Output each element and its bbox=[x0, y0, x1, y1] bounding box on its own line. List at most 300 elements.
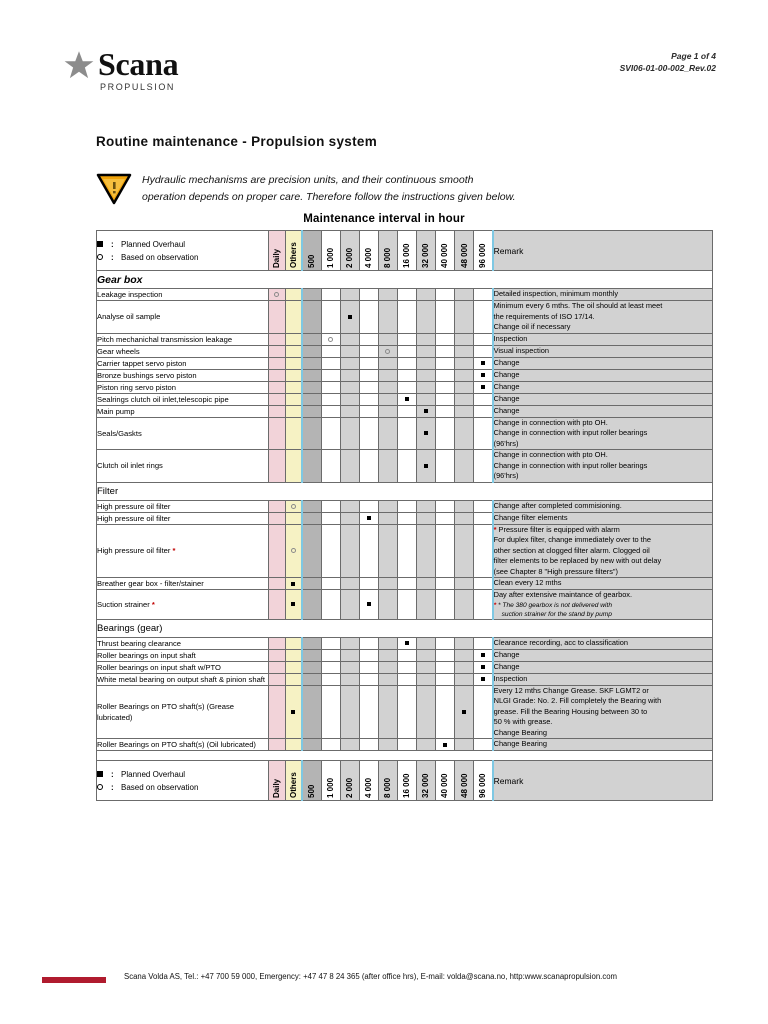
interval-cell-32000[interactable] bbox=[416, 301, 435, 334]
interval-cell-2000[interactable] bbox=[340, 417, 359, 450]
interval-cell-16000[interactable] bbox=[397, 649, 416, 661]
interval-cell-32000[interactable] bbox=[416, 369, 435, 381]
interval-cell-1000[interactable] bbox=[321, 590, 340, 620]
interval-cell-1000[interactable] bbox=[321, 450, 340, 483]
interval-cell-40000[interactable] bbox=[435, 405, 454, 417]
interval-cell-8000[interactable] bbox=[378, 289, 397, 301]
interval-cell-1000[interactable] bbox=[321, 405, 340, 417]
interval-cell-Others[interactable] bbox=[285, 637, 302, 649]
legend-separator: : bbox=[111, 252, 114, 262]
interval-cell-32000[interactable] bbox=[416, 512, 435, 524]
interval-cell-48000[interactable] bbox=[455, 450, 474, 483]
interval-cell-Daily[interactable] bbox=[268, 357, 285, 369]
page-title: Routine maintenance - Propulsion system bbox=[96, 134, 378, 149]
interval-cell-500[interactable] bbox=[302, 345, 321, 357]
interval-header-Daily bbox=[268, 761, 285, 801]
interval-cell-4000[interactable] bbox=[359, 739, 378, 751]
interval-cell-32000[interactable] bbox=[416, 649, 435, 661]
interval-cell-32000[interactable] bbox=[416, 661, 435, 673]
interval-cell-48000[interactable] bbox=[455, 289, 474, 301]
interval-cell-96000[interactable] bbox=[474, 381, 493, 393]
interval-cell-4000[interactable] bbox=[359, 405, 378, 417]
interval-cell-16000[interactable] bbox=[397, 357, 416, 369]
interval-cell-48000[interactable] bbox=[455, 578, 474, 590]
interval-cell-500[interactable] bbox=[302, 417, 321, 450]
interval-cell-1000[interactable] bbox=[321, 637, 340, 649]
table-row bbox=[97, 512, 713, 524]
interval-cell-40000[interactable] bbox=[435, 369, 454, 381]
interval-cell-500[interactable] bbox=[302, 369, 321, 381]
interval-cell-40000[interactable] bbox=[435, 685, 454, 739]
interval-cell-Others[interactable] bbox=[285, 417, 302, 450]
interval-cell-48000[interactable] bbox=[455, 590, 474, 620]
interval-cell-Others[interactable] bbox=[285, 661, 302, 673]
interval-cell-Others[interactable] bbox=[285, 333, 302, 345]
interval-cell-96000[interactable] bbox=[474, 345, 493, 357]
interval-cell-32000[interactable] bbox=[416, 417, 435, 450]
interval-cell-Others[interactable] bbox=[285, 685, 302, 739]
interval-cell-16000[interactable] bbox=[397, 345, 416, 357]
warning-text bbox=[142, 172, 516, 206]
interval-cell-2000[interactable] bbox=[340, 637, 359, 649]
interval-cell-2000[interactable] bbox=[340, 661, 359, 673]
interval-cell-8000[interactable] bbox=[378, 661, 397, 673]
interval-cell-48000[interactable] bbox=[455, 661, 474, 673]
interval-cell-96000[interactable] bbox=[474, 500, 493, 512]
interval-cell-8000[interactable] bbox=[378, 381, 397, 393]
task-name-cell: Roller Bearings on PTO shaft(s) (Grease lubricated) bbox=[97, 685, 269, 739]
interval-cell-2000[interactable] bbox=[340, 405, 359, 417]
interval-cell-500[interactable] bbox=[302, 405, 321, 417]
interval-cell-48000[interactable] bbox=[455, 524, 474, 578]
interval-cell-Daily[interactable] bbox=[268, 405, 285, 417]
table-header-row-bottom bbox=[97, 761, 713, 801]
interval-cell-96000[interactable] bbox=[474, 417, 493, 450]
interval-cell-32000[interactable] bbox=[416, 345, 435, 357]
interval-cell-2000[interactable] bbox=[340, 578, 359, 590]
interval-cell-8000[interactable] bbox=[378, 369, 397, 381]
interval-cell-4000[interactable] bbox=[359, 450, 378, 483]
interval-cell-2000[interactable] bbox=[340, 649, 359, 661]
interval-cell-4000[interactable] bbox=[359, 512, 378, 524]
interval-cell-8000[interactable] bbox=[378, 512, 397, 524]
interval-cell-Others[interactable] bbox=[285, 289, 302, 301]
interval-cell-48000[interactable] bbox=[455, 649, 474, 661]
interval-cell-500[interactable] bbox=[302, 450, 321, 483]
interval-cell-500[interactable] bbox=[302, 289, 321, 301]
interval-cell-16000[interactable] bbox=[397, 500, 416, 512]
interval-cell-96000[interactable] bbox=[474, 590, 493, 620]
interval-cell-32000[interactable] bbox=[416, 673, 435, 685]
interval-cell-2000[interactable] bbox=[340, 590, 359, 620]
interval-cell-8000[interactable] bbox=[378, 739, 397, 751]
interval-cell-40000[interactable] bbox=[435, 578, 454, 590]
interval-cell-16000[interactable] bbox=[397, 417, 416, 450]
interval-cell-2000[interactable] bbox=[340, 450, 359, 483]
interval-cell-Others[interactable] bbox=[285, 524, 302, 578]
interval-cell-40000[interactable] bbox=[435, 673, 454, 685]
remark-line: For duplex filter, change immediately over to the bbox=[493, 535, 651, 544]
interval-cell-8000[interactable] bbox=[378, 685, 397, 739]
table-row bbox=[97, 289, 713, 301]
interval-cell-40000[interactable] bbox=[435, 381, 454, 393]
interval-cell-2000[interactable] bbox=[340, 739, 359, 751]
interval-cell-4000[interactable] bbox=[359, 357, 378, 369]
interval-cell-4000[interactable] bbox=[359, 393, 378, 405]
interval-cell-32000[interactable] bbox=[416, 393, 435, 405]
interval-cell-2000[interactable] bbox=[340, 500, 359, 512]
interval-cell-Others[interactable] bbox=[285, 393, 302, 405]
interval-cell-Others[interactable] bbox=[285, 357, 302, 369]
remark-line: other section at clogged filter alarm. Clogged oil bbox=[493, 545, 650, 555]
interval-cell-48000[interactable] bbox=[455, 393, 474, 405]
interval-cell-8000[interactable] bbox=[378, 417, 397, 450]
interval-header-1000 bbox=[321, 231, 340, 271]
interval-cell-Daily[interactable] bbox=[268, 524, 285, 578]
interval-cell-96000[interactable] bbox=[474, 333, 493, 345]
interval-cell-2000[interactable] bbox=[340, 673, 359, 685]
interval-cell-8000[interactable] bbox=[378, 524, 397, 578]
interval-cell-Daily[interactable] bbox=[268, 289, 285, 301]
interval-cell-16000[interactable] bbox=[397, 512, 416, 524]
interval-cell-48000[interactable] bbox=[455, 345, 474, 357]
interval-cell-Others[interactable] bbox=[285, 450, 302, 483]
interval-cell-8000[interactable] bbox=[378, 673, 397, 685]
interval-cell-Others[interactable] bbox=[285, 590, 302, 620]
interval-cell-Daily[interactable] bbox=[268, 661, 285, 673]
interval-cell-96000[interactable] bbox=[474, 578, 493, 590]
interval-cell-32000[interactable] bbox=[416, 637, 435, 649]
interval-cell-8000[interactable] bbox=[378, 649, 397, 661]
interval-cell-Others[interactable] bbox=[285, 578, 302, 590]
interval-cell-4000[interactable] bbox=[359, 301, 378, 334]
interval-cell-8000[interactable] bbox=[378, 333, 397, 345]
interval-cell-32000[interactable] bbox=[416, 381, 435, 393]
interval-cell-4000[interactable] bbox=[359, 381, 378, 393]
interval-cell-8000[interactable] bbox=[378, 393, 397, 405]
interval-cell-Others[interactable] bbox=[285, 512, 302, 524]
interval-cell-4000[interactable] bbox=[359, 637, 378, 649]
interval-cell-48000[interactable] bbox=[455, 381, 474, 393]
interval-cell-500[interactable] bbox=[302, 661, 321, 673]
interval-cell-Others[interactable] bbox=[285, 500, 302, 512]
interval-cell-Others[interactable] bbox=[285, 405, 302, 417]
interval-cell-Daily[interactable] bbox=[268, 345, 285, 357]
interval-cell-96000[interactable] bbox=[474, 357, 493, 369]
interval-cell-96000[interactable] bbox=[474, 685, 493, 739]
remark-cell bbox=[493, 301, 713, 334]
interval-cell-32000[interactable] bbox=[416, 685, 435, 739]
interval-header-500 bbox=[302, 761, 321, 801]
interval-cell-1000[interactable] bbox=[321, 673, 340, 685]
remark-line: Day after extensive maintance of gearbox. bbox=[493, 590, 633, 599]
interval-cell-4000[interactable] bbox=[359, 649, 378, 661]
interval-cell-8000[interactable] bbox=[378, 590, 397, 620]
interval-cell-2000[interactable] bbox=[340, 524, 359, 578]
interval-cell-32000[interactable] bbox=[416, 578, 435, 590]
interval-cell-96000[interactable] bbox=[474, 450, 493, 483]
interval-cell-500[interactable] bbox=[302, 524, 321, 578]
interval-cell-Daily[interactable] bbox=[268, 637, 285, 649]
interval-cell-4000[interactable] bbox=[359, 661, 378, 673]
interval-cell-500[interactable] bbox=[302, 673, 321, 685]
interval-cell-8000[interactable] bbox=[378, 578, 397, 590]
asterisk-marker: * bbox=[151, 599, 155, 609]
interval-cell-16000[interactable] bbox=[397, 369, 416, 381]
remark-line: (96'hrs) bbox=[493, 471, 519, 480]
interval-cell-40000[interactable] bbox=[435, 357, 454, 369]
interval-cell-32000[interactable] bbox=[416, 450, 435, 483]
interval-cell-16000[interactable] bbox=[397, 381, 416, 393]
interval-cell-16000[interactable] bbox=[397, 673, 416, 685]
interval-cell-32000[interactable] bbox=[416, 357, 435, 369]
interval-cell-48000[interactable] bbox=[455, 301, 474, 334]
interval-cell-16000[interactable] bbox=[397, 578, 416, 590]
remark-line: Inspection bbox=[493, 673, 528, 683]
interval-cell-4000[interactable] bbox=[359, 369, 378, 381]
table-row bbox=[97, 333, 713, 345]
interval-cell-1000[interactable] bbox=[321, 512, 340, 524]
interval-cell-4000[interactable] bbox=[359, 500, 378, 512]
remark-cell bbox=[493, 685, 713, 739]
interval-cell-96000[interactable] bbox=[474, 661, 493, 673]
interval-cell-500[interactable] bbox=[302, 301, 321, 334]
interval-cell-Daily[interactable] bbox=[268, 301, 285, 334]
interval-cell-4000[interactable] bbox=[359, 345, 378, 357]
interval-cell-1000[interactable] bbox=[321, 369, 340, 381]
interval-cell-16000[interactable] bbox=[397, 637, 416, 649]
interval-cell-500[interactable] bbox=[302, 578, 321, 590]
interval-cell-40000[interactable] bbox=[435, 289, 454, 301]
interval-cell-1000[interactable] bbox=[321, 649, 340, 661]
interval-cell-2000[interactable] bbox=[340, 512, 359, 524]
interval-cell-1000[interactable] bbox=[321, 685, 340, 739]
interval-cell-Daily[interactable] bbox=[268, 578, 285, 590]
interval-cell-40000[interactable] bbox=[435, 739, 454, 751]
interval-cell-40000[interactable] bbox=[435, 450, 454, 483]
interval-cell-48000[interactable] bbox=[455, 512, 474, 524]
interval-cell-Others[interactable] bbox=[285, 739, 302, 751]
interval-cell-Daily[interactable] bbox=[268, 500, 285, 512]
interval-cell-Others[interactable] bbox=[285, 649, 302, 661]
interval-cell-16000[interactable] bbox=[397, 450, 416, 483]
interval-cell-16000[interactable] bbox=[397, 739, 416, 751]
interval-cell-Others[interactable] bbox=[285, 673, 302, 685]
interval-cell-Daily[interactable] bbox=[268, 673, 285, 685]
interval-cell-32000[interactable] bbox=[416, 333, 435, 345]
interval-cell-500[interactable] bbox=[302, 333, 321, 345]
interval-cell-16000[interactable] bbox=[397, 289, 416, 301]
interval-cell-500[interactable] bbox=[302, 739, 321, 751]
interval-cell-2000[interactable] bbox=[340, 301, 359, 334]
interval-cell-8000[interactable] bbox=[378, 405, 397, 417]
interval-cell-40000[interactable] bbox=[435, 524, 454, 578]
interval-cell-Daily[interactable] bbox=[268, 417, 285, 450]
interval-cell-40000[interactable] bbox=[435, 417, 454, 450]
interval-cell-8000[interactable] bbox=[378, 450, 397, 483]
maintenance-table-wrap bbox=[96, 230, 713, 801]
interval-cell-500[interactable] bbox=[302, 649, 321, 661]
legend-planned-label: Planned Overhaul bbox=[121, 239, 186, 249]
interval-cell-Daily[interactable] bbox=[268, 649, 285, 661]
interval-cell-40000[interactable] bbox=[435, 637, 454, 649]
interval-cell-2000[interactable] bbox=[340, 369, 359, 381]
interval-cell-40000[interactable] bbox=[435, 500, 454, 512]
interval-cell-32000[interactable] bbox=[416, 500, 435, 512]
interval-cell-16000[interactable] bbox=[397, 405, 416, 417]
interval-cell-Daily[interactable] bbox=[268, 450, 285, 483]
interval-cell-48000[interactable] bbox=[455, 369, 474, 381]
interval-cell-1000[interactable] bbox=[321, 739, 340, 751]
interval-cell-16000[interactable] bbox=[397, 301, 416, 334]
interval-cell-Others[interactable] bbox=[285, 381, 302, 393]
interval-header-8000 bbox=[378, 761, 397, 801]
interval-cell-40000[interactable] bbox=[435, 590, 454, 620]
table-row bbox=[97, 417, 713, 450]
page-header bbox=[0, 0, 768, 110]
interval-cell-32000[interactable] bbox=[416, 524, 435, 578]
remark-line: grease. Fill the Bearing Housing between 30 to bbox=[493, 706, 648, 716]
interval-cell-4000[interactable] bbox=[359, 578, 378, 590]
interval-cell-Daily[interactable] bbox=[268, 369, 285, 381]
interval-cell-1000[interactable] bbox=[321, 578, 340, 590]
interval-cell-4000[interactable] bbox=[359, 417, 378, 450]
planned-overhaul-mark bbox=[424, 431, 428, 435]
interval-cell-16000[interactable] bbox=[397, 685, 416, 739]
interval-cell-40000[interactable] bbox=[435, 333, 454, 345]
interval-cell-48000[interactable] bbox=[455, 357, 474, 369]
interval-cell-96000[interactable] bbox=[474, 739, 493, 751]
interval-cell-1000[interactable] bbox=[321, 333, 340, 345]
interval-cell-40000[interactable] bbox=[435, 512, 454, 524]
interval-cell-32000[interactable] bbox=[416, 405, 435, 417]
interval-cell-40000[interactable] bbox=[435, 393, 454, 405]
interval-cell-40000[interactable] bbox=[435, 345, 454, 357]
interval-cell-1000[interactable] bbox=[321, 500, 340, 512]
interval-cell-1000[interactable] bbox=[321, 381, 340, 393]
interval-cell-Daily[interactable] bbox=[268, 739, 285, 751]
legend-separator: : bbox=[111, 239, 114, 249]
interval-cell-48000[interactable] bbox=[455, 673, 474, 685]
interval-cell-2000[interactable] bbox=[340, 685, 359, 739]
interval-cell-96000[interactable] bbox=[474, 369, 493, 381]
interval-cell-16000[interactable] bbox=[397, 393, 416, 405]
remark-header: Remark bbox=[493, 231, 713, 271]
interval-cell-4000[interactable] bbox=[359, 685, 378, 739]
interval-cell-2000[interactable] bbox=[340, 289, 359, 301]
interval-cell-4000[interactable] bbox=[359, 333, 378, 345]
interval-cell-2000[interactable] bbox=[340, 357, 359, 369]
interval-cell-Daily[interactable] bbox=[268, 685, 285, 739]
interval-cell-500[interactable] bbox=[302, 512, 321, 524]
interval-cell-Daily[interactable] bbox=[268, 333, 285, 345]
interval-cell-1000[interactable] bbox=[321, 393, 340, 405]
interval-cell-1000[interactable] bbox=[321, 289, 340, 301]
interval-cell-32000[interactable] bbox=[416, 590, 435, 620]
interval-cell-96000[interactable] bbox=[474, 405, 493, 417]
remark-cell bbox=[493, 357, 713, 369]
interval-cell-48000[interactable] bbox=[455, 637, 474, 649]
section-header-row bbox=[97, 619, 713, 637]
interval-cell-1000[interactable] bbox=[321, 345, 340, 357]
interval-cell-Others[interactable] bbox=[285, 369, 302, 381]
interval-cell-500[interactable] bbox=[302, 357, 321, 369]
interval-cell-48000[interactable] bbox=[455, 739, 474, 751]
interval-cell-4000[interactable] bbox=[359, 673, 378, 685]
interval-cell-500[interactable] bbox=[302, 637, 321, 649]
interval-cell-2000[interactable] bbox=[340, 381, 359, 393]
interval-cell-2000[interactable] bbox=[340, 345, 359, 357]
interval-cell-48000[interactable] bbox=[455, 500, 474, 512]
remark-cell bbox=[493, 661, 713, 673]
interval-cell-96000[interactable] bbox=[474, 673, 493, 685]
interval-cell-96000[interactable] bbox=[474, 289, 493, 301]
interval-cell-96000[interactable] bbox=[474, 524, 493, 578]
interval-cell-8000[interactable] bbox=[378, 301, 397, 334]
interval-cell-500[interactable] bbox=[302, 500, 321, 512]
remark-cell bbox=[493, 417, 713, 450]
interval-cell-Daily[interactable] bbox=[268, 393, 285, 405]
interval-cell-32000[interactable] bbox=[416, 739, 435, 751]
interval-cell-96000[interactable] bbox=[474, 301, 493, 334]
interval-cell-16000[interactable] bbox=[397, 661, 416, 673]
interval-cell-Daily[interactable] bbox=[268, 381, 285, 393]
interval-cell-1000[interactable] bbox=[321, 301, 340, 334]
interval-cell-16000[interactable] bbox=[397, 333, 416, 345]
interval-cell-40000[interactable] bbox=[435, 301, 454, 334]
interval-cell-500[interactable] bbox=[302, 381, 321, 393]
interval-cell-96000[interactable] bbox=[474, 649, 493, 661]
interval-cell-4000[interactable] bbox=[359, 289, 378, 301]
interval-cell-96000[interactable] bbox=[474, 512, 493, 524]
interval-cell-8000[interactable] bbox=[378, 357, 397, 369]
interval-cell-2000[interactable] bbox=[340, 333, 359, 345]
interval-cell-Daily[interactable] bbox=[268, 512, 285, 524]
interval-cell-500[interactable] bbox=[302, 590, 321, 620]
task-name-cell: Roller bearings on input shaft w/PTO bbox=[97, 661, 269, 673]
interval-cell-40000[interactable] bbox=[435, 649, 454, 661]
table-row bbox=[97, 405, 713, 417]
interval-cell-1000[interactable] bbox=[321, 357, 340, 369]
interval-cell-48000[interactable] bbox=[455, 333, 474, 345]
interval-cell-4000[interactable] bbox=[359, 590, 378, 620]
interval-cell-Daily[interactable] bbox=[268, 590, 285, 620]
interval-cell-4000[interactable] bbox=[359, 524, 378, 578]
interval-cell-16000[interactable] bbox=[397, 590, 416, 620]
interval-header-48000 bbox=[455, 231, 474, 271]
interval-cell-1000[interactable] bbox=[321, 417, 340, 450]
interval-cell-8000[interactable] bbox=[378, 637, 397, 649]
interval-cell-16000[interactable] bbox=[397, 524, 416, 578]
interval-header-label: Others bbox=[288, 772, 298, 798]
interval-cell-Others[interactable] bbox=[285, 345, 302, 357]
interval-cell-48000[interactable] bbox=[455, 405, 474, 417]
interval-cell-1000[interactable] bbox=[321, 524, 340, 578]
interval-cell-2000[interactable] bbox=[340, 393, 359, 405]
interval-cell-32000[interactable] bbox=[416, 289, 435, 301]
interval-cell-1000[interactable] bbox=[321, 661, 340, 673]
interval-cell-48000[interactable] bbox=[455, 685, 474, 739]
interval-cell-8000[interactable] bbox=[378, 345, 397, 357]
interval-cell-48000[interactable] bbox=[455, 417, 474, 450]
interval-cell-8000[interactable] bbox=[378, 500, 397, 512]
interval-cell-96000[interactable] bbox=[474, 637, 493, 649]
interval-cell-96000[interactable] bbox=[474, 393, 493, 405]
interval-cell-40000[interactable] bbox=[435, 661, 454, 673]
interval-cell-500[interactable] bbox=[302, 685, 321, 739]
interval-cell-500[interactable] bbox=[302, 393, 321, 405]
interval-cell-Others[interactable] bbox=[285, 301, 302, 334]
